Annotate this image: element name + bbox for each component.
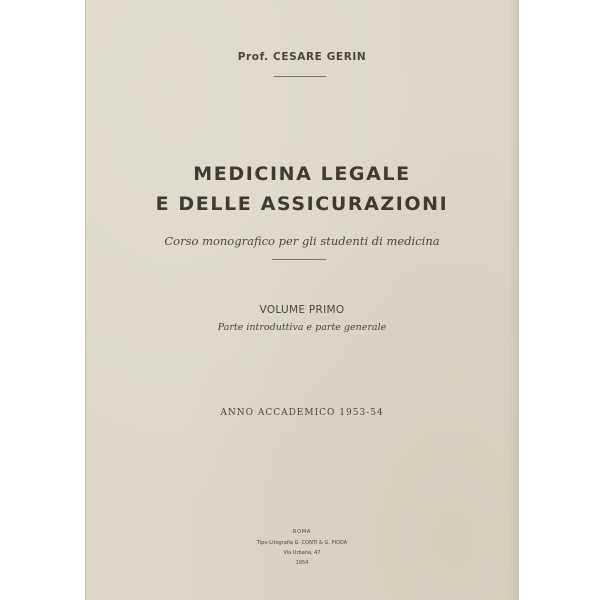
title-line-1: MEDICINA LEGALE bbox=[193, 163, 411, 185]
title-divider bbox=[272, 259, 326, 260]
volume-subtitle: Parte introduttiva e parte generale bbox=[217, 322, 387, 333]
imprint-street: Via Urbana, 47 bbox=[283, 550, 321, 556]
title-line-2: E DELLE ASSICURAZIONI bbox=[155, 193, 449, 215]
academic-year: ANNO ACCADEMICO 1953-54 bbox=[220, 408, 384, 418]
book-cover bbox=[86, 0, 518, 600]
imprint-city: ROMA bbox=[292, 529, 312, 535]
cover-edge-shadow bbox=[508, 0, 518, 600]
author-name: Prof. CESARE GERIN bbox=[237, 51, 367, 63]
imprint-year: 1954 bbox=[295, 560, 309, 566]
subtitle: Corso monografico per gli studenti di medicina bbox=[164, 234, 440, 248]
author-divider bbox=[274, 76, 326, 77]
volume-label: VOLUME PRIMO bbox=[259, 304, 345, 316]
imprint-printer: Tipo-Litografia G. CONTI & G. PIODA bbox=[256, 540, 348, 546]
